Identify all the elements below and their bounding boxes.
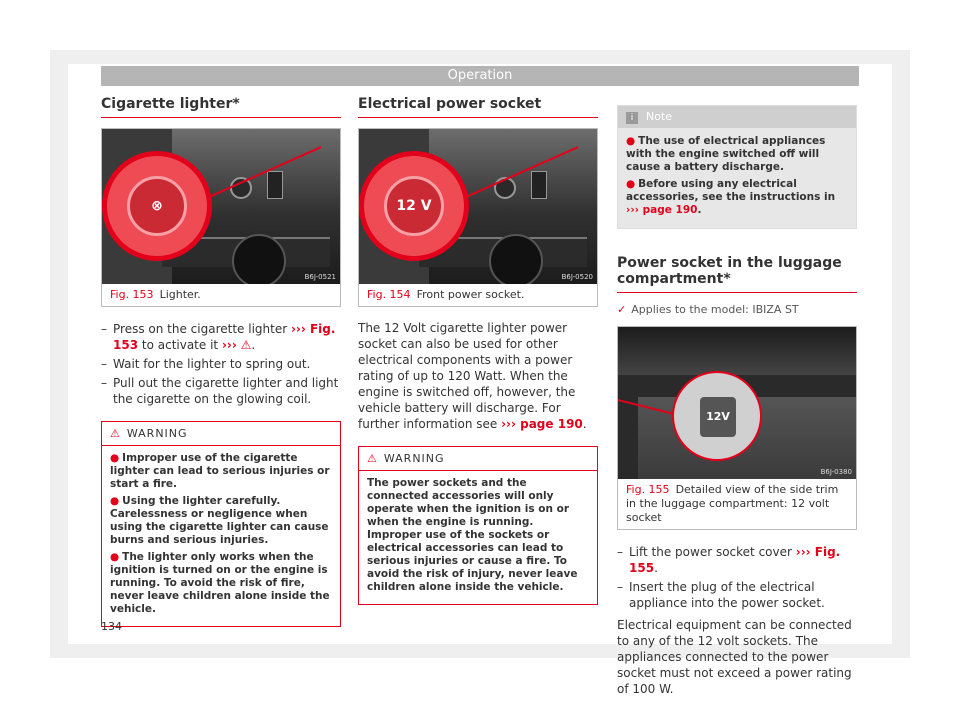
warning-link[interactable]: ››› bbox=[221, 338, 237, 352]
note-box bbox=[617, 105, 857, 229]
bullet-icon: ● bbox=[626, 135, 636, 147]
warning-body bbox=[359, 471, 597, 604]
figure-code: B6J-0380 bbox=[820, 468, 852, 476]
figure-154 bbox=[358, 128, 598, 307]
warning-text: The power sockets and the connected accessories will only operate when the ignition is on or when the engine is running. Improper use of the sockets or electrical accessories can lead to serious injuries or cause a fire. To avoid the risk of injury, never leave children alone inside the vehicle. bbox=[367, 477, 578, 593]
section-title: Cigarette lighter* bbox=[101, 96, 341, 118]
info-icon: i bbox=[626, 112, 638, 124]
warning-icon: ⚠ bbox=[240, 338, 252, 352]
list-item: ● Before using any electrical accessories, see the instructions in ››› page 190. bbox=[626, 178, 836, 216]
body-paragraph: The 12 Volt cigarette lighter power socket can also be used for other electrical components with a power rating of up to 120 Watt. When the engine is switched off, however, the vehicle battery will discharge. For further information see ››› page 190. bbox=[358, 321, 587, 431]
figure-153 bbox=[101, 128, 341, 307]
page-link[interactable]: ››› page 190 bbox=[626, 204, 698, 216]
warning-triangle-icon: ⚠ bbox=[367, 452, 378, 465]
magnifier-callout bbox=[359, 151, 469, 261]
figure-code: B6J-0520 bbox=[561, 273, 593, 281]
gear-knob bbox=[489, 234, 543, 284]
section-header: Operation bbox=[101, 66, 859, 86]
list-item: ● The use of electrical appliances with the engine switched off will cause a battery discharge. bbox=[626, 135, 826, 173]
column-luggage-socket bbox=[617, 101, 857, 697]
page-number: 134 bbox=[101, 620, 122, 633]
socket-photo bbox=[359, 129, 597, 284]
note-header: i Note bbox=[618, 106, 856, 128]
figure-link[interactable]: ››› Fig. 153 bbox=[113, 322, 336, 352]
column-power-socket bbox=[358, 96, 598, 605]
lighter-icon: ⊗ bbox=[127, 176, 187, 236]
usb-port bbox=[531, 171, 547, 199]
figure-caption bbox=[102, 284, 340, 306]
list-item: – Press on the cigarette lighter ››› Fig. 153 to activate it ››› ⚠. bbox=[101, 321, 341, 353]
figure-link[interactable]: ››› Fig. 155 bbox=[629, 545, 841, 575]
magnifier-callout bbox=[102, 151, 212, 261]
list-item: – Pull out the cigarette lighter and light the cigarette on the glowing coil. bbox=[101, 375, 341, 407]
lighter-photo bbox=[102, 129, 340, 284]
list-item: ● Improper use of the cigarette lighter can lead to serious injuries or start a fire. bbox=[110, 452, 330, 490]
list-item: – Insert the plug of the electrical appliance into the power socket. bbox=[617, 579, 857, 611]
section-title: Electrical power socket bbox=[358, 96, 598, 118]
bullet-icon: ● bbox=[110, 452, 120, 464]
warning-body bbox=[102, 446, 340, 626]
bullet-icon: ● bbox=[110, 551, 120, 563]
warning-header: ⚠ WARNING bbox=[102, 422, 340, 446]
bullet-icon: ● bbox=[626, 178, 636, 190]
power-socket-icon: 12V bbox=[700, 397, 736, 437]
section-title: Power socket in the luggage compartment* bbox=[617, 255, 857, 293]
caption-text: Detailed view of the side trim in the luggage compartment: 12 volt socket bbox=[626, 483, 839, 524]
bullet-icon: ● bbox=[110, 495, 120, 507]
figure-155 bbox=[617, 326, 857, 530]
step-list bbox=[617, 544, 857, 611]
power-socket-icon: 12 V bbox=[384, 176, 444, 236]
gear-knob bbox=[232, 234, 286, 284]
figure-caption bbox=[618, 479, 856, 529]
caption-text: Lighter. bbox=[159, 288, 201, 301]
trunk-photo bbox=[618, 327, 856, 479]
warning-header: ⚠ WARNING bbox=[359, 447, 597, 471]
figure-number: Fig. 155 bbox=[626, 483, 670, 496]
list-item: ● Using the lighter carefully. Carelessness or negligence when using the cigarette lighter can cause burns and serious injuries. bbox=[110, 495, 329, 546]
page-link[interactable]: ››› page 190 bbox=[501, 417, 583, 431]
list-item: – Wait for the lighter to spring out. bbox=[101, 356, 341, 372]
warning-box bbox=[358, 446, 598, 605]
note-body bbox=[618, 128, 856, 228]
applies-note: ✓ Applies to the model: IBIZA ST bbox=[617, 303, 799, 316]
caption-text: Front power socket. bbox=[416, 288, 525, 301]
luggage-cover bbox=[618, 327, 856, 375]
column-cigarette-lighter bbox=[101, 96, 341, 627]
warning-triangle-icon: ⚠ bbox=[110, 427, 121, 440]
usb-port bbox=[267, 171, 283, 199]
figure-number: Fig. 154 bbox=[367, 288, 411, 301]
list-item: – Lift the power socket cover ››› Fig. 155. bbox=[617, 544, 857, 576]
warning-box bbox=[101, 421, 341, 627]
figure-caption bbox=[359, 284, 597, 306]
magnifier-callout bbox=[672, 371, 762, 461]
check-icon: ✓ bbox=[617, 303, 627, 316]
figure-number: Fig. 153 bbox=[110, 288, 154, 301]
list-item: ● The lighter only works when the ignition is turned on or the engine is running. To avoid the risk of fire, never leave children alone inside the vehicle. bbox=[110, 551, 330, 615]
body-paragraph: Electrical equipment can be connected to any of the 12 volt sockets. The appliances connected to the power socket must not exceed a power rating of 100 W. bbox=[617, 618, 852, 696]
step-list bbox=[101, 321, 341, 407]
figure-code: B6J-0521 bbox=[304, 273, 336, 281]
